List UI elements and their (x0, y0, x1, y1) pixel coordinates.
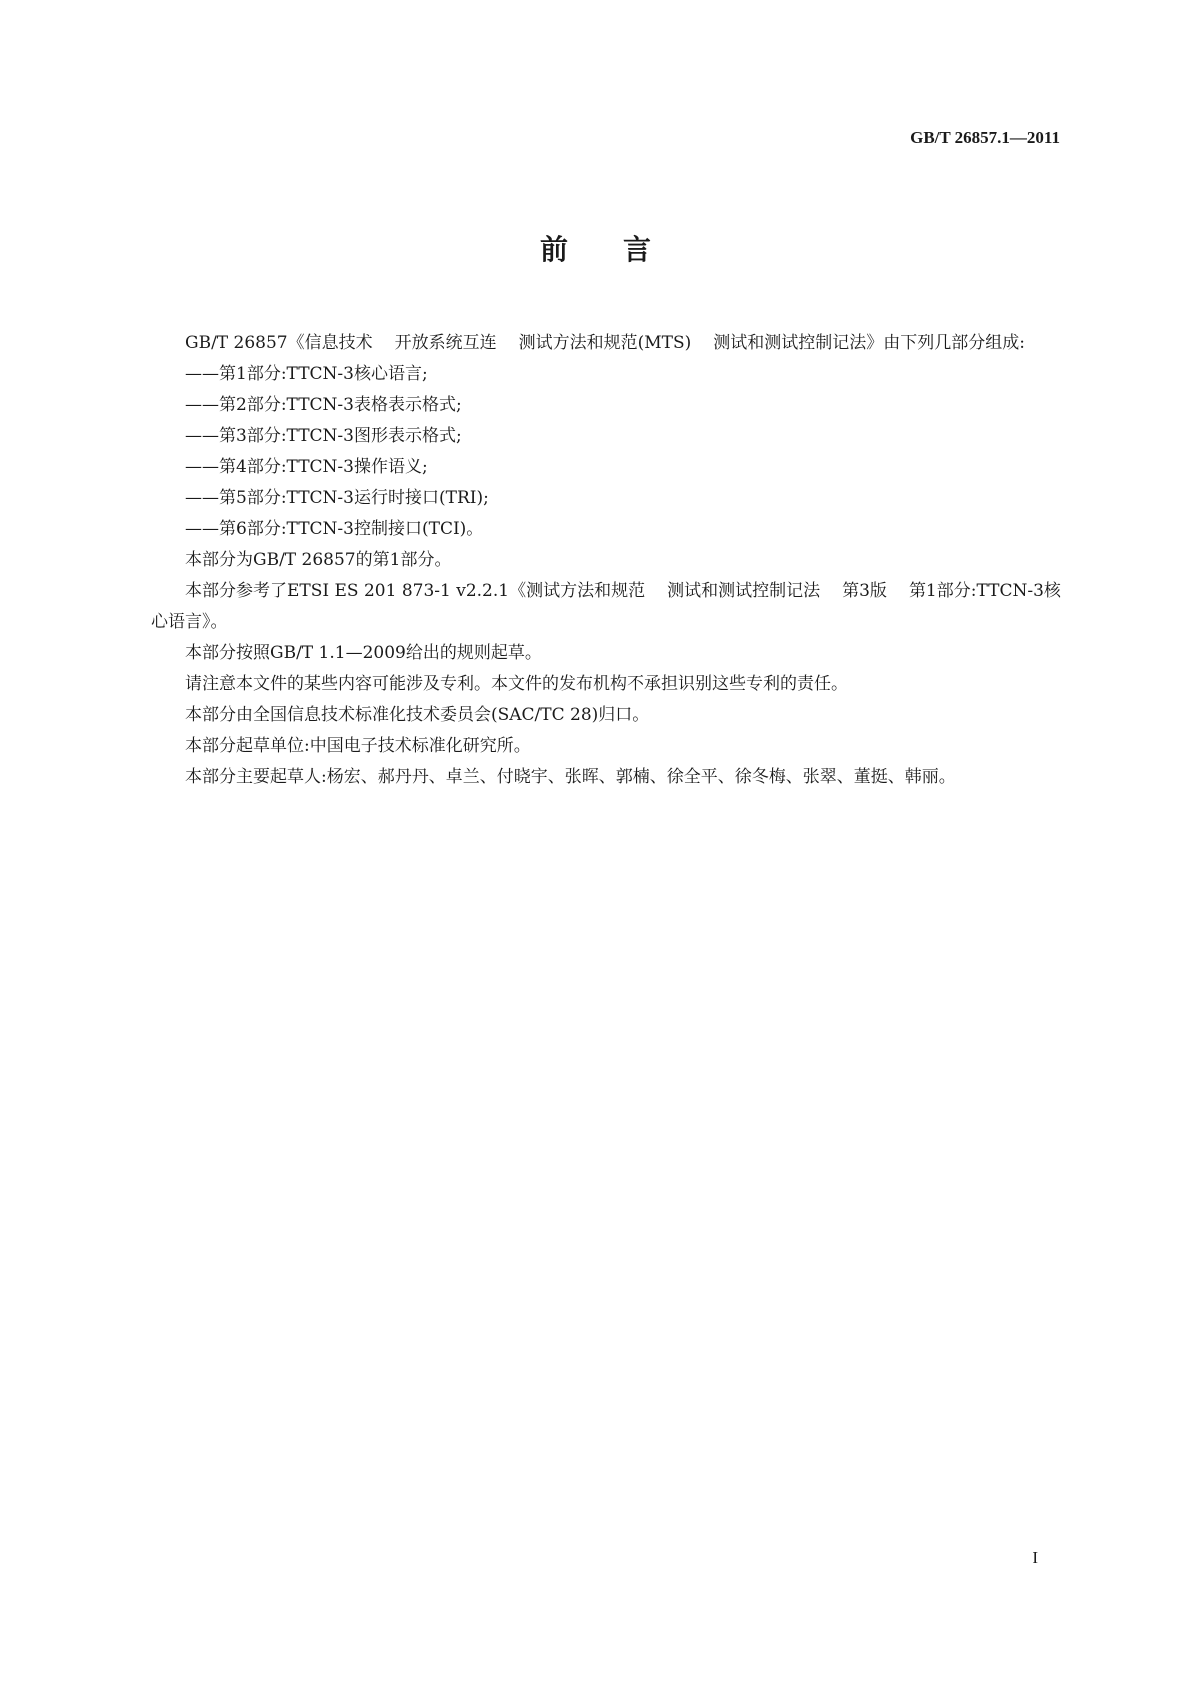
reference-c: 第3版 (842, 581, 887, 601)
paragraph-drafting-rules: 本部分按照GB/T 1.1—2009给出的规则起草。 (185, 643, 542, 663)
paragraph-committee: 本部分由全国信息技术标准化技术委员会(SAC/TC 28)归口。 (185, 705, 650, 725)
list-item-part-1: ——第1部分:TTCN-3核心语言; (185, 364, 428, 384)
standard-number: GB/T 26857.1—2011 (910, 128, 1060, 147)
paragraph-drafting-unit: 本部分起草单位:中国电子技术标准化研究所。 (185, 736, 531, 756)
intro-std: GB/T 26857 (185, 333, 288, 353)
title-char-1: 前 (539, 233, 568, 266)
paragraph-part-statement: 本部分为GB/T 26857的第1部分。 (185, 550, 452, 570)
intro-paragraph (151, 328, 1061, 359)
page-title (0, 228, 1191, 268)
paragraph-patent-notice: 请注意本文件的某些内容可能涉及专利。本文件的发布机构不承担识别这些专利的责任。 (185, 674, 848, 694)
intro-title-c: 测试方法和规范(MTS) (518, 333, 692, 353)
paragraph-drafters: 本部分主要起草人:杨宏、郝丹丹、卓兰、付晓宇、张晖、郭楠、徐全平、徐冬梅、张翠、董挺、韩丽。 (185, 767, 956, 787)
paragraph-reference (151, 576, 1061, 638)
list-item-part-6: ——第6部分:TTCN-3控制接口(TCI)。 (185, 519, 484, 539)
list-item-part-5: ——第5部分:TTCN-3运行时接口(TRI); (185, 488, 489, 508)
intro-title-b: 开放系统互连 (394, 333, 497, 353)
reference-b: 测试和测试控制记法 (667, 581, 821, 601)
list-item-part-3: ——第3部分:TTCN-3图形表示格式; (185, 426, 462, 446)
title-char-2: 言 (623, 233, 652, 266)
page-number: I (1032, 1548, 1038, 1567)
list-item-part-2: ——第2部分:TTCN-3表格表示格式; (185, 395, 462, 415)
intro-title-a: 《信息技术 (287, 333, 373, 353)
foreword-body (151, 328, 1061, 793)
reference-a: 本部分参考了ETSI ES 201 873-1 v2.2.1《测试方法和规范 (185, 581, 646, 601)
intro-title-d: 测试和测试控制记法》由下列几部分组成: (713, 333, 1026, 353)
reference-d: 第1部分:TTCN-3核心语言》。 (151, 581, 1061, 632)
list-item-part-4: ——第4部分:TTCN-3操作语义; (185, 457, 428, 477)
